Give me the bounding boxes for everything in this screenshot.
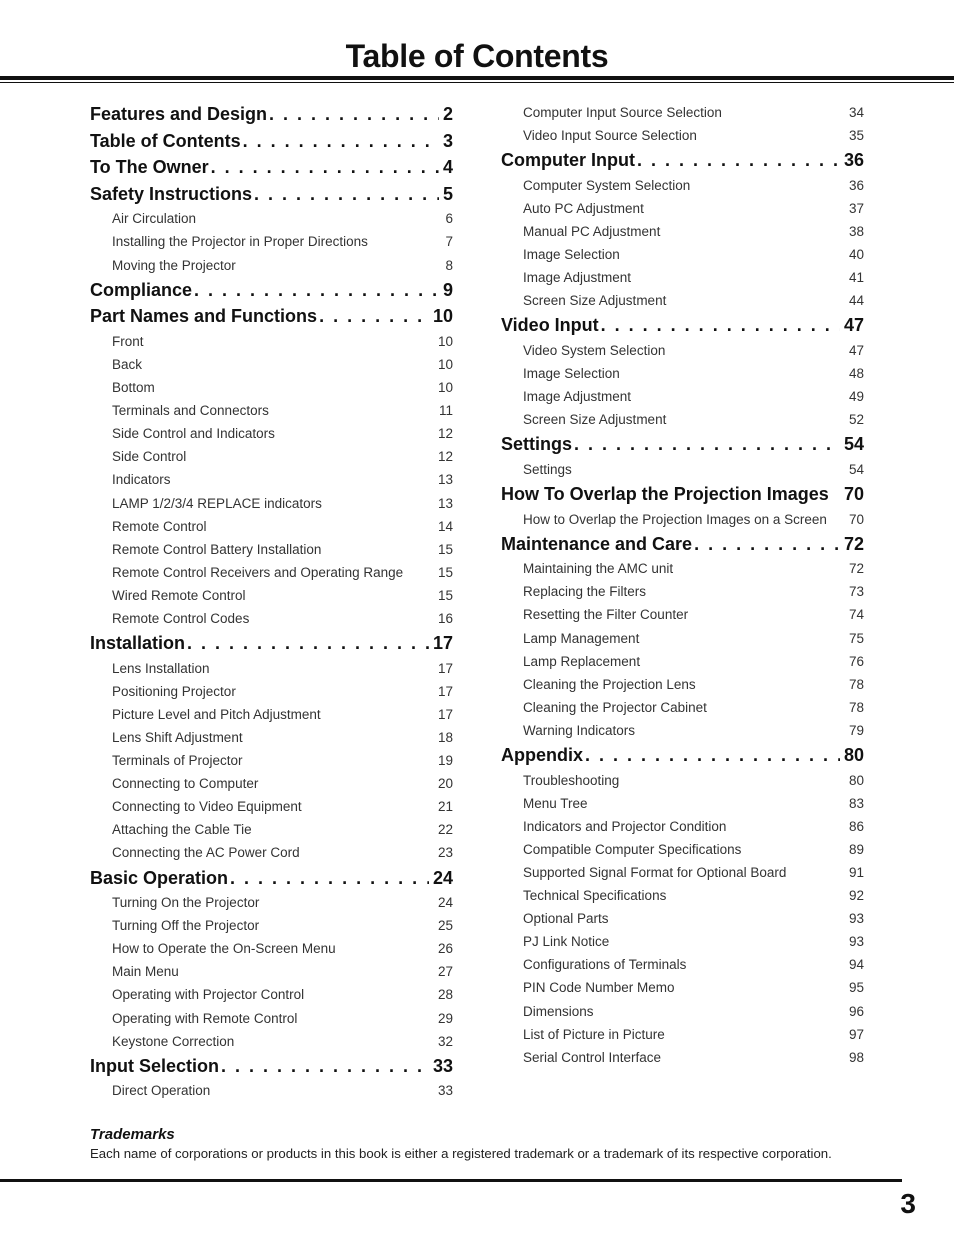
toc-subsection-entry[interactable] [501,627,864,650]
toc-entry-page: 37 [848,200,864,216]
toc-entry-label: Settings [523,461,572,477]
toc-entry-label: Image Adjustment [523,270,632,286]
toc-entry-label: Image Adjustment [523,389,632,405]
dot-leader [637,147,840,174]
toc-entry-label: Terminals and Connectors [112,403,269,419]
toc-section-entry[interactable] [90,277,453,304]
toc-subsection-entry[interactable] [90,657,453,680]
trademarks-heading: Trademarks [90,1126,175,1143]
toc-entry-page: 17 [437,660,453,676]
toc-entry-label: Wired Remote Control [112,587,246,603]
toc-entry-label: Lens Shift Adjustment [112,729,243,745]
toc-entry-page: 32 [437,1033,453,1049]
toc-entry-page: 72 [843,533,864,554]
toc-section-entry[interactable] [501,481,864,508]
toc-entry-label: Configurations of Terminals [523,957,687,973]
toc-entry-label: PJ Link Notice [523,934,610,950]
toc-entry-label: Video System Selection [523,342,666,358]
toc-entry-page: 73 [848,584,864,600]
toc-right-column [501,101,864,1069]
toc-entry-label: Turning On the Projector [112,895,260,911]
toc-entry-label: How to Overlap the Projection Images on a Screen [523,511,827,527]
toc-entry-label: Remote Control Battery Installation [112,541,322,557]
toc-entry-label: Supported Signal Format for Optional Board [523,865,787,880]
toc-subsection-entry[interactable] [90,330,453,353]
toc-entry-page: 5 [442,183,453,204]
toc-entry-page: 17 [432,633,453,654]
toc-entry-label: Maintaining the AMC unit [523,561,674,577]
toc-subsection-entry[interactable] [501,696,864,719]
toc-entry-page: 10 [437,380,453,396]
toc-entry-page: 94 [848,957,864,973]
toc-entry-label: Cleaning the Projection Lens [523,676,696,692]
toc-entry-label: List of Picture in Picture [523,1026,665,1042]
toc-subsection-entry[interactable] [501,792,864,815]
toc-entry-label: Back [112,356,143,372]
toc-subsection-entry[interactable] [501,289,864,312]
top-rule [0,76,954,80]
toc-entry-label: Bottom [112,380,155,396]
page-title: Table of Contents [345,38,609,74]
toc-entry-label: Auto PC Adjustment [523,200,644,216]
toc-entry-label: Image Selection [523,247,620,263]
toc-entry-label: Direct Operation [112,1083,211,1099]
toc-entry-page: 3 [442,130,453,151]
toc-section-entry[interactable] [90,181,453,208]
toc-entry-label: Settings [501,434,573,455]
toc-section-entry[interactable] [90,1053,453,1080]
toc-entry-page: 72 [848,561,864,577]
toc-entry-page: 20 [437,776,453,792]
toc-entry-page: 34 [848,105,864,120]
toc-entry-page: 18 [437,729,453,745]
toc-entry-page: 17 [437,683,453,699]
toc-entry-label: Optional Parts [523,911,609,927]
toc-entry-label: How To Overlap the Projection Images [501,484,829,504]
dot-leader [319,303,429,330]
toc-subsection-entry[interactable] [90,492,453,515]
bottom-rule [0,1179,902,1182]
toc-entry-page: 12 [437,449,453,465]
toc-section-entry[interactable] [90,154,453,181]
toc-entry-page: 26 [437,941,453,957]
toc-entry-page: 28 [437,987,453,1003]
toc-subsection-entry[interactable] [90,230,453,253]
toc-subsection-entry[interactable] [501,266,864,289]
toc-subsection-entry[interactable] [90,841,453,864]
toc-entry-page: 24 [437,895,453,911]
toc-subsection-entry[interactable] [501,557,864,580]
toc-entry-page: 54 [843,434,864,455]
dot-leader [221,1053,429,1080]
dot-leader [254,181,439,208]
dot-leader [585,742,840,769]
toc-subsection-entry[interactable] [501,408,864,431]
toc-subsection-entry[interactable] [90,468,453,491]
toc-entry-page: 11 [438,403,453,419]
toc-entry-page: 75 [848,630,864,646]
toc-subsection-entry[interactable] [501,580,864,603]
toc-entry-page: 48 [848,366,864,382]
toc-subsection-entry[interactable] [90,207,453,230]
toc-entry-page: 33 [437,1083,453,1099]
toc-entry-page: 47 [843,315,864,336]
toc-entry-label: Image Selection [523,366,620,382]
toc-subsection-entry[interactable] [501,243,864,266]
toc-entry-label: Appendix [501,745,584,766]
toc-entry-page: 96 [848,1003,864,1019]
toc-entry-page: 12 [437,426,453,442]
dot-leader [574,431,840,458]
toc-entry-label: Computer System Selection [523,177,691,193]
dot-leader [694,531,840,558]
toc-subsection-entry[interactable] [90,726,453,749]
toc-entry-page: 76 [848,653,864,669]
toc-entry-label: Connecting to Video Equipment [112,799,302,815]
toc-subsection-entry[interactable] [501,719,864,742]
toc-entry-page: 36 [843,150,864,171]
toc-section-entry[interactable] [501,312,864,339]
toc-subsection-entry[interactable] [501,1000,864,1023]
toc-entry-label: Main Menu [112,964,179,980]
toc-section-entry[interactable] [90,303,453,330]
toc-entry-label: Compatible Computer Specifications [523,841,742,857]
toc-entry-label: Part Names and Functions [90,306,318,327]
toc-entry-page: 23 [437,845,453,861]
top-rule-thin [0,82,954,83]
toc-entry-page: 22 [437,822,453,838]
toc-entry-page: 54 [848,461,864,477]
toc-subsection-entry[interactable] [501,101,864,124]
toc-subsection-entry[interactable] [90,749,453,772]
toc-subsection-entry[interactable] [90,680,453,703]
toc-entry-page: 13 [437,472,453,488]
toc-entry-page: 93 [848,911,864,927]
toc-section-entry[interactable] [90,865,453,892]
toc-entry-label: Lamp Replacement [523,653,641,669]
toc-entry-page: 15 [437,541,453,557]
toc-entry-page: 98 [848,1049,864,1065]
toc-entry-page: 52 [848,412,864,428]
toc-entry-page: 86 [848,818,864,834]
dot-leader [269,101,439,128]
toc-section-entry[interactable] [501,431,864,458]
toc-entry-page: 10 [432,306,453,327]
toc-entry-page: 40 [848,247,864,263]
toc-entry-label: Installing the Projector in Proper Directions [112,234,368,250]
toc-subsection-entry[interactable] [501,1023,864,1046]
toc-subsection-entry[interactable] [501,174,864,197]
toc-subsection-entry[interactable] [501,650,864,673]
toc-section-entry[interactable] [501,147,864,174]
toc-entry-label: Features and Design [90,104,268,124]
toc-subsection-entry[interactable] [501,508,864,531]
toc-subsection-entry[interactable] [501,907,864,930]
toc-entry-page: 17 [437,706,453,722]
toc-subsection-entry[interactable] [90,795,453,818]
toc-subsection-entry[interactable] [90,818,453,841]
toc-subsection-entry[interactable] [501,362,864,385]
toc-entry-page: 21 [437,799,453,815]
toc-section-entry[interactable] [501,531,864,558]
toc-entry-label: Input Selection [90,1055,220,1076]
toc-entry-page: 14 [437,518,453,534]
toc-entry-page: 16 [437,610,453,626]
toc-subsection-entry[interactable] [501,1046,864,1069]
toc-entry-page: 92 [848,888,864,904]
toc-subsection-entry[interactable] [90,254,453,277]
toc-entry-page: 38 [848,223,864,239]
toc-entry-label: Terminals of Projector [112,753,243,769]
toc-subsection-entry[interactable] [501,976,864,999]
toc-entry-label: Replacing the Filters [523,584,647,600]
dot-leader [243,128,439,155]
toc-entry-page: 80 [848,772,864,788]
toc-section-entry[interactable] [90,128,453,155]
toc-entry-page: 9 [442,279,453,300]
toc-subsection-entry[interactable] [501,124,864,147]
toc-subsection-entry[interactable] [501,884,864,907]
toc-entry-page: 97 [848,1026,864,1042]
toc-entry-page: 15 [437,564,453,580]
toc-subsection-entry[interactable] [90,353,453,376]
toc-entry-label: Maintenance and Care [501,533,693,554]
toc-entry-label: Connecting the AC Power Cord [112,845,300,861]
dot-leader [194,277,439,304]
toc-subsection-entry[interactable] [90,422,453,445]
toc-subsection-entry[interactable] [90,376,453,399]
toc-subsection-entry[interactable] [90,445,453,468]
toc-subsection-entry[interactable] [501,385,864,408]
toc-entry-label: How to Operate the On-Screen Menu [112,941,336,957]
toc-entry-page: 74 [848,607,864,623]
toc-section-entry[interactable] [501,742,864,769]
toc-entry-page: 29 [437,1010,453,1026]
toc-entry-page: 10 [437,333,453,349]
toc-entry-page: 25 [437,918,453,934]
toc-entry-page: 15 [437,587,453,603]
toc-entry-page: 36 [848,177,864,193]
toc-subsection-entry[interactable] [90,1007,453,1030]
toc-entry-label: Positioning Projector [112,683,236,699]
toc-entry-label: Safety Instructions [90,183,253,204]
toc-subsection-entry[interactable] [501,769,864,792]
toc-entry-page: 91 [848,865,864,880]
toc-entry-label: Cleaning the Projector Cabinet [523,699,707,715]
toc-entry-page: 8 [445,257,453,273]
toc-entry-page: 80 [843,745,864,766]
toc-entry-label: PIN Code Number Memo [523,980,675,996]
toc-entry-label: Operating with Remote Control [112,1010,298,1026]
toc-entry-label: Front [112,333,144,349]
toc-entry-label: To The Owner [90,157,209,178]
toc-entry-label: Installation [90,633,186,654]
toc-entry-label: Manual PC Adjustment [523,223,661,239]
toc-entry-page: 33 [432,1055,453,1076]
toc-subsection-entry[interactable] [501,339,864,362]
toc-subsection-entry[interactable] [501,673,864,696]
toc-entry-page: 89 [848,841,864,857]
toc-entry-label: Remote Control Codes [112,610,250,626]
toc-entry-label: Resetting the Filter Counter [523,607,689,623]
toc-subsection-entry[interactable] [501,458,864,481]
toc-entry-page: 6 [445,211,453,227]
toc-entry-label: Keystone Correction [112,1033,235,1049]
toc-subsection-entry[interactable] [501,220,864,243]
toc-subsection-entry[interactable] [90,515,453,538]
toc-entry-label: LAMP 1/2/3/4 REPLACE indicators [112,495,322,511]
toc-entry-label: Serial Control Interface [523,1049,662,1065]
toc-entry-page: 4 [442,157,453,178]
toc-entry-page: 78 [848,699,864,715]
toc-entry-label: Compliance [90,279,193,300]
toc-entry-page: 93 [848,934,864,950]
toc-entry-page: 19 [437,753,453,769]
toc-subsection-entry[interactable] [90,772,453,795]
toc-subsection-entry[interactable] [90,607,453,630]
toc-section-entry[interactable] [90,630,453,657]
toc-entry-label: Computer Input [501,150,635,171]
toc-entry-page: 95 [848,980,864,996]
toc-entry-label: Attaching the Cable Tie [112,822,252,838]
toc-entry-page: 27 [437,964,453,980]
toc-subsection-entry[interactable] [90,1030,453,1053]
toc-entry-label: Picture Level and Pitch Adjustment [112,706,321,722]
toc-entry-label: Lens Installation [112,660,210,676]
dot-leader [230,865,429,892]
toc-entry-page: 24 [432,867,453,888]
toc-entry-label: Side Control and Indicators [112,426,275,442]
toc-subsection-entry[interactable] [501,861,864,884]
toc-subsection-entry[interactable] [90,914,453,937]
toc-subsection-entry[interactable] [501,815,864,838]
toc-entry-page: 70 [848,511,864,527]
toc-entry-label: Operating with Projector Control [112,987,305,1003]
toc-left-column [90,101,453,1102]
toc-subsection-entry[interactable] [501,930,864,953]
toc-subsection-entry[interactable] [501,953,864,976]
toc-subsection-entry[interactable] [90,399,453,422]
toc-entry-label: Air Circulation [112,211,197,227]
toc-subsection-entry[interactable] [90,561,453,584]
toc-entry-label: Technical Specifications [523,888,667,904]
toc-entry-label: Computer Input Source Selection [523,105,722,120]
toc-entry-label: Screen Size Adjustment [523,293,667,309]
toc-entry-page: 7 [445,234,453,250]
toc-subsection-entry[interactable] [501,838,864,861]
toc-entry-page: 13 [437,495,453,511]
toc-entry-label: Turning Off the Projector [112,918,260,934]
toc-entry-label: Remote Control [112,518,207,534]
toc-entry-page: 49 [848,389,864,405]
toc-entry-page: 41 [848,270,864,286]
dot-leader [601,312,840,339]
toc-entry-label: Screen Size Adjustment [523,412,667,428]
toc-entry-page: 78 [848,676,864,692]
toc-entry-label: Video Input [501,315,599,336]
toc-entry-label: Remote Control Receivers and Operating Range [112,564,404,580]
toc-entry-label: Indicators [112,472,171,488]
toc-entry-page: 35 [848,128,864,144]
toc-entry-page: 79 [848,722,864,738]
page-number: 3 [900,1188,916,1219]
toc-entry-label: Side Control [112,449,187,465]
toc-subsection-entry[interactable] [501,197,864,220]
toc-entry-label: Menu Tree [523,795,588,811]
toc-entry-label: Basic Operation [90,867,229,888]
toc-entry-page: 10 [437,356,453,372]
toc-subsection-entry[interactable] [90,584,453,607]
toc-subsection-entry[interactable] [90,1079,453,1102]
toc-entry-label: Warning Indicators [523,722,636,738]
toc-entry-page: 83 [848,795,864,811]
toc-entry-page: 70 [843,484,864,504]
toc-subsection-entry[interactable] [90,937,453,960]
dot-leader [187,630,429,657]
toc-entry-page: 47 [848,342,864,358]
toc-entry-label: Video Input Source Selection [523,128,697,144]
dot-leader [211,154,439,181]
toc-section-entry[interactable] [90,101,453,128]
toc-entry-label: Connecting to Computer [112,776,259,792]
toc-entry-label: Moving the Projector [112,257,236,273]
toc-entry-label: Indicators and Projector Condition [523,818,727,834]
toc-subsection-entry[interactable] [90,538,453,561]
toc-entry-label: Dimensions [523,1003,594,1019]
toc-subsection-entry[interactable] [90,983,453,1006]
trademarks-text: Each name of corporations or products in this book is either a registered trademark or a trademark of its respective corporation. [90,1146,832,1161]
toc-subsection-entry[interactable] [90,703,453,726]
toc-entry-page: 44 [848,293,864,309]
toc-entry-label: Troubleshooting [523,772,620,788]
toc-subsection-entry[interactable] [90,891,453,914]
toc-subsection-entry[interactable] [90,960,453,983]
toc-subsection-entry[interactable] [501,603,864,626]
toc-entry-page: 2 [442,104,453,124]
toc-entry-label: Table of Contents [90,130,241,151]
toc-entry-label: Lamp Management [523,630,640,646]
